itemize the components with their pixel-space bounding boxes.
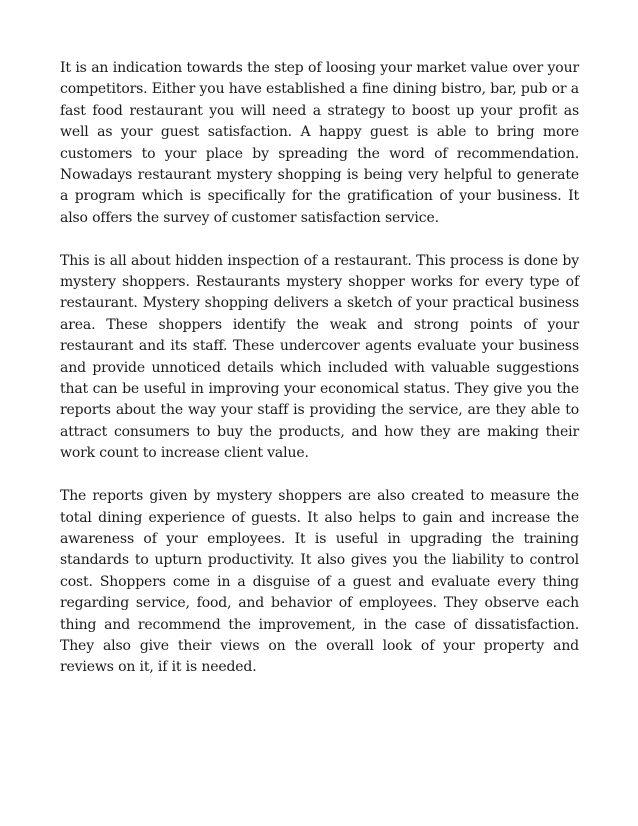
paragraph-3: The reports given by mystery shoppers are also created to measure the total dining experience of guests. It also helps to gain and increase the awareness of your employees. It is useful in upgrading the training standards to upturn productivity. It also gives you the liability to control cost. Shoppers come in a disguise of a guest and evaluate every thing regarding service, food, and behavior of employees. They observe each thing and recommend the improvement, in the case of dissatisfaction. They also give their views on the overall look of your property and reviews on it, if it is needed.	[60, 488, 579, 676]
body-text	[60, 58, 579, 679]
paragraph-2: This is all about hidden inspection of a restaurant. This process is done by mystery shoppers. Restaurants mystery shopper works for every type of restaurant. Mystery shopping delivers a sketch of your practical business area. These shoppers identify the weak and strong points of your restaurant and its staff. These undercover agents evaluate your business and provide unnoticed details which included with valuable suggestions that can be useful in improving your economical status. They give you the reports about the way your staff is providing the service, are they able to attract consumers to buy the products, and how they are making their work count to increase client value.	[60, 252, 579, 462]
paragraph-1: It is an indication towards the step of loosing your market value over your competitors. Either you have established a fine dining bistro, bar, pub or a fast food restaurant you will need a strategy to boost up your profit as well as your guest satisfaction. A happy guest is able to bring more customers to your place by spreading the word of recommendation. Nowadays restaurant mystery shopping is being very helpful to generate a program which is specifically for the gratification of your business. It also offers the survey of customer satisfaction service.	[60, 60, 579, 226]
